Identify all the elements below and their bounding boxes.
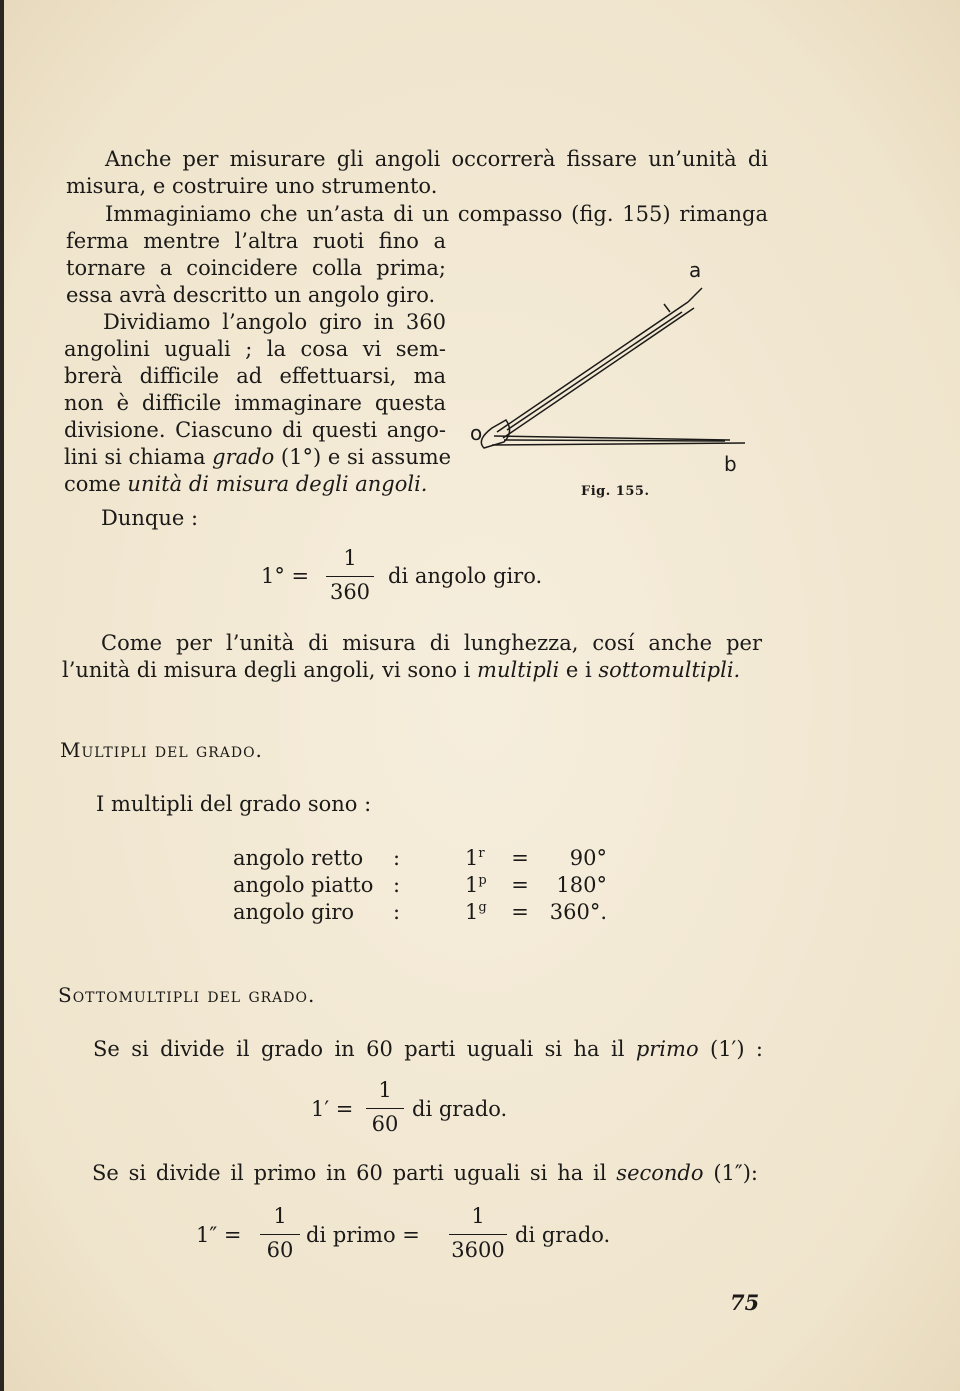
formula-secondo-numerator2: 1 [471,1204,485,1228]
multiple-symbol-superscript: g [478,900,487,915]
formula-primo-lhs: 1′ = [311,1097,354,1121]
formula-primo-numerator: 1 [378,1078,392,1102]
fraction-bar [366,1108,404,1109]
paragraph4-line1: Come per l’unità di misura di lunghezza, cosí anche per [101,631,762,655]
multiple-symbol-text: 1 [465,873,479,897]
multiple-equals-text: = [511,873,529,897]
paragraph2-line3: tornare a coincidere colla prima; [66,256,446,280]
multipli-row [233,872,607,899]
compass-arm-moving [497,302,688,432]
multiple-value-text: 360°. [549,900,607,924]
primo-post: (1′) : [698,1037,763,1061]
line6-post: (1°) e si assume [274,445,452,469]
multiple-name [233,845,393,872]
paragraph2-line2: ferma mentre l’altra ruoti fino a [66,229,446,253]
multiple-equals [503,845,537,872]
formula-secondo-rhs: di grado. [515,1223,611,1247]
primo-term: primo [635,1037,699,1061]
multipli-term: multipli [477,658,560,682]
formula1-denominator: 360 [329,580,371,604]
compass-arm-moving-edge [503,308,694,438]
paragraph4-line2 [62,657,740,684]
compass-arm-fixed-edge [492,443,745,445]
multiple-symbol [465,899,503,926]
paragraph3-line2: angolini uguali ; la cosa vi sem- [64,337,446,361]
multiple-separator-text: : [393,873,401,897]
formula-secondo-lhs: 1″ = [196,1223,242,1247]
multipli-intro: I multipli del grado sono : [96,792,372,816]
line2-pre: l’unità di misura degli angoli, vi sono i [62,658,478,682]
multiple-name [233,872,393,899]
multiple-name-text: angolo retto [233,846,364,870]
compass-hinge [481,420,509,448]
primo-pre: Se si divide il grado in 60 parti uguali si ha il [93,1037,636,1061]
multiple-name-text: angolo giro [233,900,355,924]
fraction-bar [449,1234,507,1235]
formula1-numerator: 1 [343,546,357,570]
paragraph2-line4: essa avrà descritto un angolo giro. [66,283,436,307]
multiple-symbol-superscript: p [478,873,487,888]
page-edge [0,0,4,1391]
fraction-bar [326,576,374,577]
multiple-name-text: angolo piatto [233,873,374,897]
page-number: 75 [730,1290,760,1315]
multiple-equals-text: = [511,900,529,924]
section-heading-sottomultipli: Sottomultipli del grado. [58,983,316,1007]
line7-pre: come [64,472,128,496]
multiple-value [537,872,607,899]
grado-term: grado [212,445,275,469]
formula-primo-rhs: di grado. [412,1097,508,1121]
multipli-table [233,845,607,926]
formula-primo-denominator: 60 [371,1112,399,1136]
fraction-bar [260,1234,300,1235]
formula-secondo-mid: di primo = [306,1223,420,1247]
figure-label-b: b [724,452,737,476]
paragraph1-line2: misura, e costruire uno strumento. [66,174,438,198]
secondo-term: secondo [616,1161,704,1185]
multiple-separator-text: : [393,900,401,924]
multiple-symbol-superscript: r [478,846,485,861]
figure-caption: Fig. 155. [581,484,650,499]
multiple-symbol [465,845,503,872]
secondo-pre: Se si divide il primo in 60 parti uguali si ha il [92,1161,617,1185]
multiple-equals [503,899,537,926]
formula1-lhs: 1° = [261,564,310,588]
formula-secondo-numerator1: 1 [273,1204,287,1228]
paragraph2-line1: Immaginiamo che un’asta di un compasso (fig. 155) rimanga [105,202,768,226]
paragraph3-line4: non è difficile immaginare questa [64,391,446,415]
multiple-equals-text: = [511,846,529,870]
paragraph3-line7 [64,471,427,498]
formula-secondo-denominator2: 3600 [451,1238,505,1262]
multiple-value [537,899,607,926]
paragraph1-line1: Anche per misurare gli angoli occorrerà fissare un’unità di [105,147,768,171]
multiple-equals [503,872,537,899]
secondo-post: (1″): [703,1161,759,1185]
multiple-value [537,845,607,872]
multipli-row [233,845,607,872]
formula1-rhs: di angolo giro. [388,564,543,588]
paragraph3-line5: divisione. Ciascuno di questi ango- [64,418,446,442]
paragraph3-line3: brerà difficile ad effettuarsi, ma [64,364,446,388]
formula-secondo-denominator1: 60 [266,1238,294,1262]
multiple-separator [393,845,465,872]
compass-tip-a [688,288,702,302]
paragraph3-line6 [64,444,451,471]
multiple-separator [393,872,465,899]
secondo-definition-line [92,1160,758,1187]
multiple-symbol-text: 1 [465,900,479,924]
multiple-name [233,899,393,926]
figure-label-o: o [470,421,483,445]
multiple-separator-text: : [393,846,401,870]
line6-pre: lini si chiama [64,445,213,469]
dunque-label: Dunque : [101,506,199,530]
unit-definition: unità di misura degli angoli. [127,472,428,496]
multiple-value-text: 90° [569,846,607,870]
multiple-separator [393,899,465,926]
multiple-symbol [465,872,503,899]
figure-label-a: a [689,258,702,282]
primo-definition-line [93,1036,763,1063]
multiple-value-text: 180° [556,873,607,897]
line2-mid: e i [559,658,599,682]
sottomultipli-term: sottomultipli. [598,658,741,682]
multipli-row [233,899,607,926]
multiple-symbol-text: 1 [465,846,479,870]
section-heading-multipli: Multipli del grado. [60,738,263,762]
paragraph3-line1: Dividiamo l’angolo giro in 360 [103,310,446,334]
